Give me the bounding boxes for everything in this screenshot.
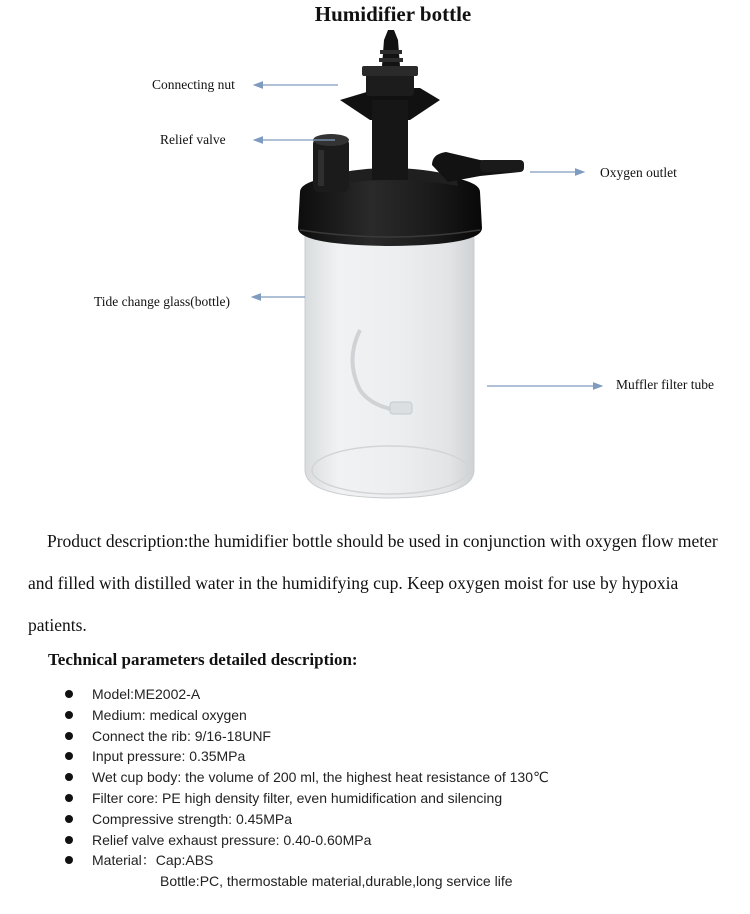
list-item: Relief valve exhaust pressure: 0.40-0.60MPa [62, 830, 549, 851]
bullet-icon [65, 773, 73, 781]
bullet-icon [65, 836, 73, 844]
list-item: Filter core: PE high density filter, even humidification and silencing [62, 788, 549, 809]
product-description [28, 520, 728, 646]
technical-parameters-list [62, 684, 549, 892]
list-item: Wet cup body: the volume of 200 ml, the highest heat resistance of 130℃ [62, 767, 549, 788]
list-item: Input pressure: 0.35MPa [62, 746, 549, 767]
bullet-icon [65, 732, 73, 740]
list-item: Compressive strength: 0.45MPa [62, 809, 549, 830]
relief-valve [313, 134, 349, 192]
label-relief-valve: Relief valve [160, 132, 226, 147]
label-oxygen-outlet: Oxygen outlet [600, 165, 677, 180]
list-item: Connect the rib: 9/16-18UNF [62, 726, 549, 747]
oxygen-outlet [432, 152, 524, 182]
bullet-icon [65, 711, 73, 719]
bullet-icon [65, 690, 73, 698]
bullet-icon [65, 815, 73, 823]
bullet-icon [65, 856, 73, 864]
technical-parameters-title: Technical parameters detailed description: [48, 650, 358, 669]
connecting-nut [340, 30, 440, 180]
bullet-icon [65, 752, 73, 760]
bullet-icon [65, 794, 73, 802]
bottle-body [305, 232, 474, 498]
list-item: Medium: medical oxygen [62, 705, 549, 726]
label-muffler-filter-tube: Muffler filter tube [616, 377, 714, 392]
list-item-continuation: Bottle:PC, thermostable material,durable,long service life [160, 873, 513, 890]
label-connecting-nut: Connecting nut [152, 77, 235, 92]
list-item: Model:ME2002-A [62, 684, 549, 705]
product-description-text: Product description:the humidifier bottle should be used in conjunction with oxygen flow meter and filled with distilled water in the humidifying cup. Keep oxygen moist for use by hypoxia patients. [28, 531, 718, 635]
page-title: Humidifier bottle [314, 2, 472, 26]
list-item: Material：Cap:ABS [62, 850, 549, 871]
label-tide-change-glass: Tide change glass(bottle) [94, 294, 230, 309]
